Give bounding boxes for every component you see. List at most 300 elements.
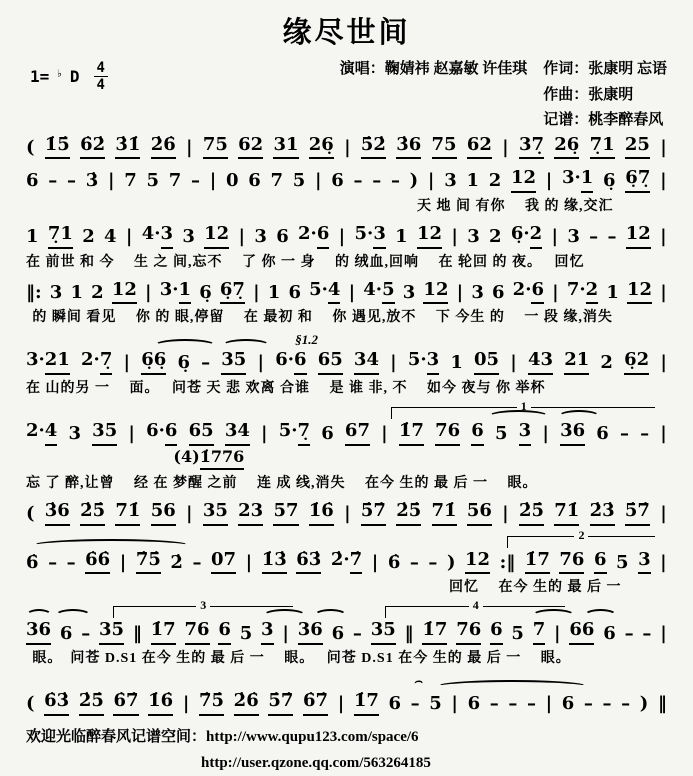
note-token (567, 226, 580, 249)
note-token (594, 549, 607, 575)
note-token (624, 349, 649, 375)
note-text: – (619, 423, 629, 445)
note-token (554, 500, 579, 526)
note-text: 5 (511, 622, 524, 644)
note-text: | (128, 423, 135, 445)
barline-token (660, 282, 667, 305)
note-text: 5· (278, 419, 298, 441)
note-text: – (81, 622, 91, 644)
note-token (399, 420, 424, 446)
beamed-notes: 12 (417, 224, 442, 249)
note-text: 3 (182, 226, 195, 248)
note-token (621, 693, 630, 716)
note-token (45, 134, 70, 160)
note-text: 4 (104, 226, 117, 248)
note-text: 6̣ (177, 352, 190, 374)
note-token (177, 352, 190, 375)
notation-line (26, 690, 667, 716)
barline-token (26, 282, 42, 305)
beamed-notes: 7̣1 (48, 224, 73, 249)
barline-token (660, 623, 667, 646)
beamed-notes: 4 (45, 421, 58, 446)
barline-token (253, 282, 260, 305)
note-text: 5 (494, 423, 508, 445)
note-token (199, 690, 224, 716)
note-token (234, 690, 259, 716)
note-text: 3 (567, 226, 580, 248)
footer-link-qupu[interactable]: 欢迎光临醉春风记谱空间：http://www.qupu123.com/space/6 (26, 728, 419, 745)
note-text: 3 (444, 170, 457, 192)
note-text: – (410, 693, 420, 715)
note-token (199, 282, 212, 305)
note-token (625, 623, 634, 646)
note-token (560, 420, 585, 446)
note-token (513, 279, 544, 305)
note-text: 3· (159, 278, 179, 300)
barline-token (390, 352, 397, 375)
barline-token (551, 226, 558, 249)
note-token (490, 619, 503, 645)
beamed-notes: 1̇7 (399, 421, 424, 446)
note-token (331, 549, 362, 575)
beamed-notes: 1̇5̇ (45, 135, 70, 160)
note-token (642, 623, 651, 646)
note-token (467, 226, 480, 249)
notation-line (26, 500, 667, 526)
note-token (169, 170, 182, 193)
note-token (528, 349, 553, 375)
note-text: ) (446, 551, 456, 573)
note-token (50, 282, 63, 305)
beamed-notes: 71̇ (115, 501, 140, 526)
note-token (372, 170, 381, 193)
note-token (309, 134, 334, 160)
note-text: 3 (467, 226, 480, 248)
beamed-notes: 57 (273, 501, 298, 526)
note-token (85, 549, 110, 575)
note-token (607, 226, 616, 249)
beamed-notes: 6 (294, 350, 307, 375)
note-token (519, 420, 532, 446)
note-text: | (348, 281, 356, 303)
note-token (467, 500, 492, 526)
note-token (81, 349, 112, 375)
beamed-notes: 35 (92, 421, 117, 446)
note-text: – (624, 622, 634, 644)
beamed-notes: 2 (586, 280, 599, 305)
note-text: ( (26, 503, 35, 525)
beamed-notes: 7 (533, 620, 546, 645)
beamed-notes: 34 (354, 350, 379, 375)
footer (26, 724, 667, 776)
note-token (151, 500, 176, 526)
note-token (204, 223, 229, 249)
note-text: | (381, 423, 388, 445)
note-token (112, 279, 137, 305)
note-token (279, 420, 310, 446)
volta-bracket (385, 598, 565, 618)
note-token (596, 423, 609, 446)
note-text: ‖ (657, 693, 667, 715)
note-text: 3 (68, 423, 82, 445)
barline-token (239, 226, 246, 249)
note-token (511, 167, 536, 193)
note-token (268, 282, 281, 305)
note-token (474, 349, 499, 375)
beamed-notes: 3̇1̇ (115, 135, 140, 160)
note-token (211, 549, 236, 575)
beamed-notes: 71̇ (432, 501, 457, 526)
note-token (99, 619, 124, 645)
overlay-strip (26, 398, 667, 420)
beamed-notes: 12 (627, 280, 652, 305)
barline-token (660, 503, 667, 526)
note-text: 6̣· (510, 222, 530, 244)
note-text: ( (26, 693, 35, 715)
barline-token (26, 137, 35, 160)
note-text: | (660, 352, 667, 374)
note-token (354, 170, 363, 193)
note-text: 6 (331, 170, 344, 192)
note-text: 6 (248, 170, 261, 192)
note-token (411, 693, 420, 716)
fermata-mark: ⌢ (413, 673, 423, 689)
note-token (569, 619, 594, 645)
note-text: 1 (395, 226, 408, 248)
note-text: | (451, 693, 458, 715)
notation-line (26, 223, 667, 249)
note-token (262, 549, 287, 575)
note-token (489, 170, 502, 193)
beamed-notes: 76 (222, 448, 244, 470)
note-token (26, 349, 70, 375)
note-text: 4· (363, 278, 383, 300)
note-token (603, 623, 616, 646)
note-token (91, 282, 104, 305)
note-text: ( (26, 136, 35, 158)
note-token (151, 619, 176, 645)
note-token (273, 134, 298, 160)
note-token (590, 500, 615, 526)
note-token (345, 420, 370, 446)
beamed-notes: 3̇6 (45, 501, 70, 526)
barline-token (344, 137, 351, 160)
notation-line (26, 420, 667, 446)
note-token (466, 170, 479, 193)
music-system (26, 527, 667, 597)
note-token (273, 500, 298, 526)
beamed-notes: 2̇5̇ (79, 691, 104, 716)
note-text: – (372, 170, 382, 192)
note-token (203, 500, 228, 526)
note-text: | (238, 226, 246, 248)
time-signature-bottom: 4 (96, 77, 105, 93)
note-token (625, 167, 650, 193)
note-token (467, 134, 492, 160)
note-text: | (186, 136, 193, 158)
note-text: 3̇ (85, 170, 99, 192)
barline-token (510, 352, 517, 375)
note-token (113, 690, 138, 716)
beamed-notes: 76 (435, 421, 460, 446)
note-token (276, 226, 289, 249)
note-token (160, 279, 191, 305)
note-token (67, 552, 76, 575)
note-text: | (554, 622, 561, 644)
beamed-notes: 1̇7 (151, 620, 176, 645)
beamed-notes: 21 (564, 350, 589, 375)
beamed-notes: 05 (474, 350, 499, 375)
beamed-notes: 12 (511, 168, 536, 193)
note-token (321, 423, 334, 446)
beamed-notes: 6 (531, 280, 544, 305)
note-token (626, 223, 651, 249)
beamed-notes: 5̇7̇ (625, 501, 650, 526)
beamed-notes: 23 (238, 501, 263, 526)
barline-token (210, 170, 217, 193)
music-system (26, 598, 667, 667)
note-text: 3 (254, 226, 267, 248)
beamed-notes: 6̣7̣ (220, 280, 245, 305)
note-token (200, 447, 222, 466)
note-token (275, 349, 306, 375)
music-system (26, 500, 667, 526)
notation-line (26, 167, 667, 193)
note-text: | (344, 136, 351, 158)
lyrics-line: 眼。 问苍 D.S1 在今 生的 最 后 一 眼。 问苍 D.S1 在今 生的 最 后 一 眼。 (32, 651, 571, 667)
note-token (26, 552, 39, 575)
lyrics-line: 回忆 在今 生的 最 后 一 (449, 580, 622, 596)
note-text: | (502, 136, 509, 158)
beamed-notes: 35 (371, 620, 396, 645)
note-token (354, 349, 379, 375)
volta-label: 1 (517, 400, 531, 412)
note-token (353, 623, 362, 646)
note-text: | (542, 423, 549, 445)
note-token (403, 282, 416, 305)
note-text: 6 (26, 170, 39, 192)
note-token (82, 226, 95, 249)
note-token (104, 226, 117, 249)
beamed-notes: 3 (427, 350, 440, 375)
note-text: | (660, 551, 667, 573)
barline-token (451, 226, 458, 249)
note-token (435, 420, 460, 446)
note-token (26, 226, 39, 249)
beamed-notes: 6̇7̇ (113, 691, 138, 716)
beamed-notes: 65 (318, 350, 343, 375)
barline-token (315, 170, 322, 193)
beamed-notes: 1 (581, 168, 594, 193)
note-token (625, 134, 650, 160)
beamed-notes: 07 (211, 550, 236, 575)
note-token (527, 693, 536, 716)
note-token (48, 552, 57, 575)
note-token (396, 500, 421, 526)
beamed-notes: 3 (373, 224, 386, 249)
volta-label: 4 (469, 599, 483, 611)
key-note: D (69, 67, 80, 86)
beamed-notes: 5̇2̇ (361, 135, 386, 160)
note-token (456, 619, 481, 645)
beamed-notes: 1̇7 (422, 620, 447, 645)
note-text: 1 (26, 226, 39, 248)
note-token (533, 619, 546, 645)
note-text: 3 (471, 281, 484, 303)
note-token (508, 693, 517, 716)
note-token (429, 693, 442, 716)
note-text: 5 (429, 693, 442, 715)
note-text: 5 (292, 170, 306, 192)
note-token (600, 352, 613, 375)
note-token (361, 134, 386, 160)
note-text: | (344, 503, 351, 525)
note-text: 2· (512, 278, 532, 300)
note-text: | (660, 170, 667, 192)
note-text: 6̣ (603, 170, 616, 192)
credits (26, 53, 667, 134)
notation-line (26, 349, 667, 375)
footer-link-qzone[interactable]: http://user.qzone.qq.com/563264185 (201, 755, 431, 772)
note-token (355, 223, 386, 249)
note-token (417, 223, 442, 249)
beamed-notes: 3 (638, 550, 651, 575)
key-prefix: 1= (30, 67, 50, 86)
note-token (361, 500, 386, 526)
beamed-notes: 6̣6̣ (141, 350, 166, 375)
note-text: 7 (124, 170, 137, 192)
note-token (60, 623, 73, 646)
barline-token (660, 226, 667, 249)
barline-token (660, 552, 667, 575)
beamed-notes: 5̇7̇ (268, 691, 293, 716)
note-token (148, 690, 173, 716)
credit-column (543, 57, 667, 134)
note-text: 6 (388, 693, 402, 715)
credit-composer: 作曲：张康明 (543, 86, 634, 103)
beamed-notes: 35 (203, 501, 228, 526)
barline-token (542, 423, 549, 446)
note-text: | (182, 693, 190, 715)
note-text: | (660, 226, 667, 248)
note-text: 3 (49, 281, 63, 303)
note-token (616, 552, 629, 575)
beamed-notes: 6 (165, 421, 178, 446)
note-token (218, 619, 231, 645)
note-text: | (427, 170, 435, 192)
note-token (185, 619, 210, 645)
beamed-notes: 6̇7̇ (303, 691, 328, 716)
note-token (115, 134, 140, 160)
beamed-notes: 1̇3̇ (262, 550, 287, 575)
note-text: | (119, 551, 127, 573)
note-token (293, 170, 306, 193)
time-signature-top: 4 (94, 61, 108, 77)
barline-token (502, 503, 509, 526)
note-text: – (409, 551, 419, 573)
note-token (371, 619, 396, 645)
note-text: | (451, 226, 458, 248)
note-token (388, 552, 401, 575)
note-token (48, 223, 73, 249)
barline-token (186, 137, 193, 160)
note-text: | (338, 226, 346, 248)
barline-token (372, 552, 379, 575)
music-system (26, 223, 667, 271)
note-token (240, 623, 253, 646)
beamed-notes: 36 (298, 620, 323, 645)
beamed-notes: 76 (559, 550, 584, 575)
note-token (410, 552, 419, 575)
note-token (288, 282, 301, 305)
note-text: – (508, 693, 518, 715)
note-text: 0 (225, 170, 239, 192)
barline-token (660, 137, 667, 160)
note-token (471, 282, 484, 305)
note-token (303, 690, 328, 716)
note-text: :‖ (499, 551, 516, 573)
beamed-notes: 6 (490, 620, 503, 645)
note-text: | (510, 352, 517, 374)
music-system (26, 675, 667, 716)
barline-token (108, 170, 115, 193)
beamed-notes: 2̇5̇ (80, 501, 105, 526)
note-token (80, 500, 105, 526)
beamed-notes: 2̇5̇ (519, 501, 544, 526)
note-text: – (352, 622, 362, 644)
note-text: 6 (561, 693, 575, 715)
barline-token (26, 503, 35, 526)
note-text: 2 (489, 226, 502, 248)
note-text: 5 (616, 551, 629, 573)
note-token (602, 693, 611, 716)
beamed-notes: 6 (594, 550, 607, 575)
beamed-notes: 12 (112, 280, 137, 305)
beamed-notes: 6 (471, 421, 484, 446)
note-text: 2̇ (170, 551, 183, 573)
note-text: 1 (466, 170, 479, 192)
notation-line (26, 134, 667, 160)
note-token (92, 420, 117, 446)
header-meta (26, 53, 667, 134)
note-text: | (502, 503, 509, 525)
volta-bracket (391, 398, 655, 419)
beamed-notes: 12 (423, 280, 448, 305)
note-token (298, 619, 323, 645)
note-token (203, 134, 228, 160)
barline-token (447, 552, 456, 575)
barline-token (554, 623, 561, 646)
note-token (141, 349, 166, 375)
beamed-notes: 62 (238, 135, 263, 160)
note-token (468, 693, 481, 716)
note-token (261, 619, 274, 645)
note-token (68, 423, 81, 446)
note-token (562, 693, 575, 716)
note-text: | (371, 551, 379, 573)
barline-token (120, 552, 127, 575)
barline-token (124, 352, 131, 375)
note-token (151, 134, 176, 160)
note-text: | (125, 226, 133, 248)
barline-token (502, 137, 509, 160)
barline-token (410, 170, 419, 193)
note-token (296, 549, 321, 575)
note-text: – (353, 170, 363, 192)
note-text: 2 (488, 170, 502, 192)
note-token (354, 690, 379, 716)
note-text: 5 (239, 622, 253, 644)
